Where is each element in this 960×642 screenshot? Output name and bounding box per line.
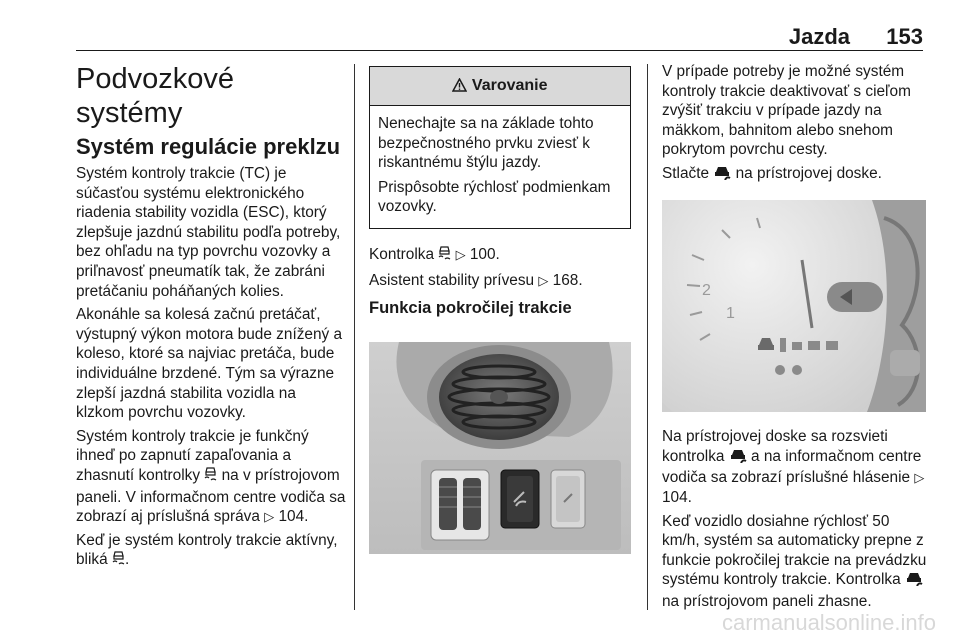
traction-off-warning-icon bbox=[905, 571, 923, 592]
page-ref-icon: ▷ bbox=[455, 246, 466, 262]
header-section-title: Jazda bbox=[788, 24, 850, 49]
paragraph bbox=[662, 427, 927, 507]
text: na prístrojovej doske. bbox=[735, 164, 882, 182]
warning-title: Varovanie bbox=[471, 77, 548, 94]
warning-header bbox=[370, 67, 630, 106]
chapter-title: Podvozkové systémy bbox=[76, 63, 234, 129]
column-divider-1 bbox=[354, 64, 355, 610]
traction-off-button-icon bbox=[713, 165, 731, 186]
page-ref-icon: ▷ bbox=[538, 272, 549, 288]
warning-triangle-icon bbox=[452, 69, 467, 107]
column-divider-2 bbox=[647, 64, 648, 610]
column-2 bbox=[369, 62, 631, 566]
gauge-tick-label: 1 bbox=[726, 304, 735, 322]
page-ref-icon: ▷ bbox=[264, 509, 275, 525]
column-3 bbox=[662, 62, 927, 616]
traction-control-warning-icon bbox=[204, 467, 217, 488]
cross-reference bbox=[369, 271, 631, 291]
text: Na prístrojovej doske sa rozsvieti kontrolka bbox=[662, 428, 888, 465]
text: Asistent stability prívesu bbox=[369, 271, 535, 289]
text: a na informačnom centre vodiča sa zobrazí príslušné hlásenie bbox=[662, 447, 922, 487]
paragraph: V prípade potreby je možné systém kontroly trakcie deaktivovať s cieľom zvýšiť trakciu v prípade jazdy na mäkkom, bahnitom alebo snehom pokrytom povrchu cesty. bbox=[662, 63, 911, 159]
text: na prístrojovom paneli zhasne. bbox=[662, 592, 872, 610]
traction-control-warning-icon bbox=[438, 246, 451, 267]
header-page-number: 153 bbox=[886, 24, 923, 49]
paragraph bbox=[662, 164, 927, 186]
header-rule bbox=[76, 50, 923, 51]
page-ref[interactable]: 104. bbox=[662, 488, 692, 506]
cross-reference bbox=[369, 245, 631, 267]
text: Stlačte bbox=[662, 164, 710, 182]
text: Keď je systém kontroly trakcie aktívny, bliká bbox=[76, 531, 338, 569]
traction-off-warning-icon bbox=[729, 448, 747, 469]
paragraph bbox=[76, 531, 348, 572]
page-ref-icon: ▷ bbox=[914, 470, 925, 486]
dashboard-switches-photo bbox=[369, 342, 631, 554]
page-ref[interactable]: 100. bbox=[469, 245, 500, 263]
paragraph: Systém kontroly trakcie (TC) je súčasťou systému elektronického riadenia stability vozidla (ESC), ktorý zlepšuje jazdnú stabilitu podľa potreby, bez ohľadu na typ povrchu vozovky a priľnavosť pneumatík tak, že zabráni pretáčaniu poháňaných kolies. bbox=[76, 165, 341, 300]
page-ref[interactable]: 104. bbox=[278, 508, 309, 526]
instrument-cluster-photo bbox=[662, 200, 926, 412]
page-ref[interactable]: 168. bbox=[552, 271, 583, 289]
text: na v prístrojovom paneli. V informačnom centre vodiča sa zobrazí aj príslušná správa bbox=[76, 466, 346, 526]
text: Keď vozidlo dosiahne rýchlosť 50 km/h, systém sa automaticky prepne z funkcie pokročilej trakcie na prevádzku systému kontroly trakcie. Kontrolka bbox=[662, 512, 927, 589]
paragraph bbox=[76, 427, 348, 527]
watermark: carmanualsonline.info bbox=[721, 610, 936, 635]
warning-box bbox=[369, 66, 631, 229]
warning-text: Prispôsobte rýchlosť podmienkam vozovky. bbox=[378, 178, 611, 216]
section-title: Systém regulácie preklzu bbox=[76, 134, 341, 159]
warning-text: Nenechajte sa na základe tohto bezpečnostného prvku zviesť k riskantnému štýlu jazdy. bbox=[378, 115, 594, 172]
column-1 bbox=[76, 62, 348, 576]
text: Systém kontroly trakcie je funkčný ihneď po zapnutí zapaľovania a zhasnutí kontrolky bbox=[76, 427, 309, 484]
gauge-tick-label: 2 bbox=[702, 281, 711, 299]
text: . bbox=[124, 551, 130, 569]
page-header bbox=[0, 0, 960, 56]
text: Kontrolka bbox=[369, 245, 435, 263]
subheading: Funkcia pokročilej trakcie bbox=[369, 299, 572, 318]
paragraph bbox=[662, 512, 927, 612]
warning-body bbox=[370, 106, 630, 228]
traction-control-warning-icon bbox=[112, 551, 125, 572]
paragraph: Akonáhle sa kolesá začnú pretáčať, výstupný výkon motora bude znížený a koleso, ktoré sa najviac pretáča, bude individuálne brzdené. Tým sa výrazne zlepší jazdná stabilita vozidla na klzkom povrchu vozovky. bbox=[76, 306, 343, 422]
